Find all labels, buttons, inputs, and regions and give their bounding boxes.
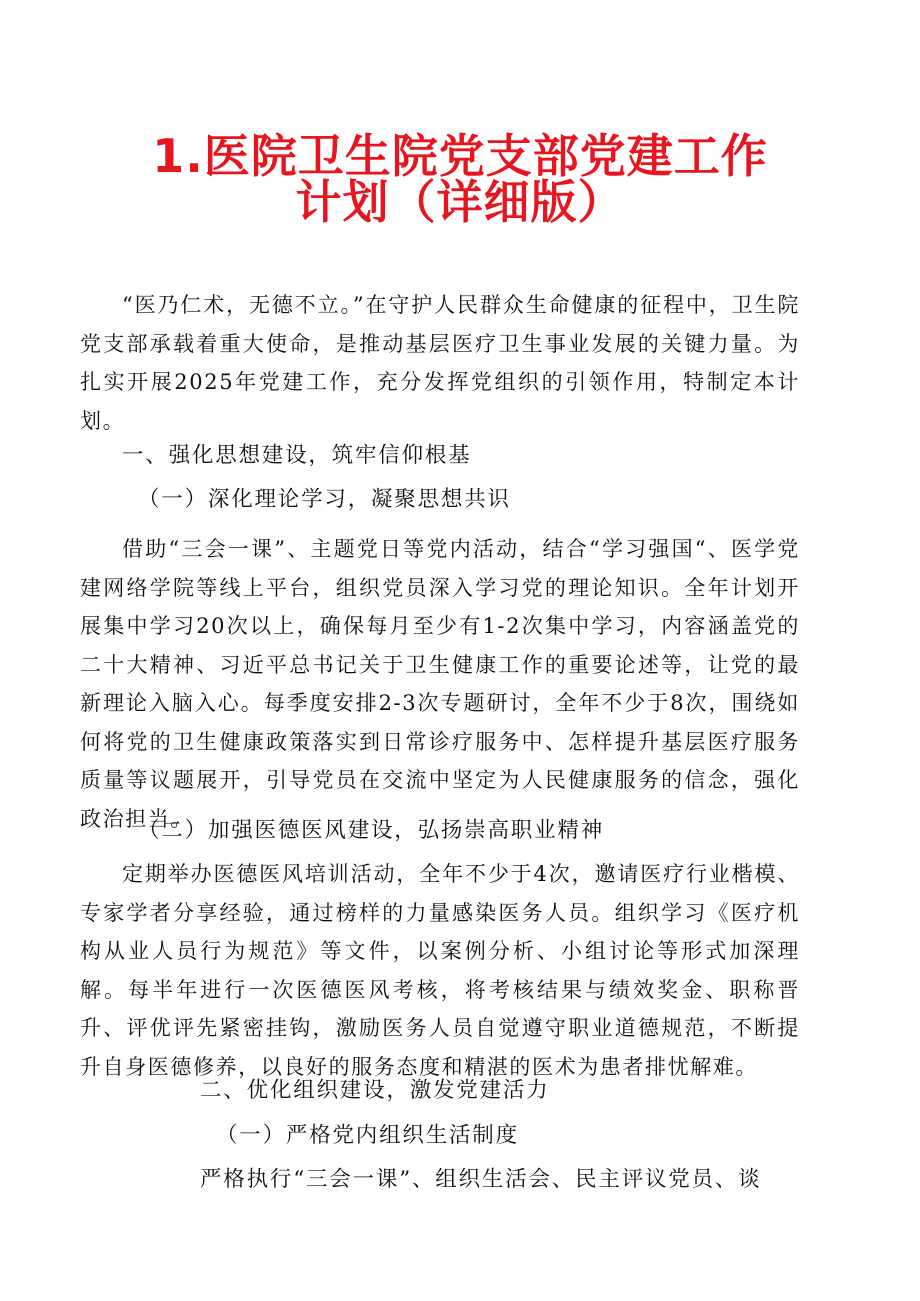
section-1-heading: 一、强化思想建设，筑牢信仰根基 bbox=[122, 443, 472, 468]
document-title-line-1: 1.医院卫生院党支部党建工作 bbox=[152, 129, 768, 183]
section-1-sub-2-heading: （二）加强医德医风建设，弘扬崇高职业精神 bbox=[138, 818, 605, 843]
section-2-heading: 二、优化组织建设，激发党建活力 bbox=[200, 1078, 550, 1103]
section-1-sub-2-body: 定期举办医德医风培训活动，全年不少于4次，邀请医疗行业楷模、专家学者分享经验，通过榜样的力量感染医务人员。组织学习《医疗机构从业人员行为规范》等文件，以案例分析、小组讨论等形式加深理解。每半年进行一次医德医风考核，将考核结果与绩效奖金、职称晋升、评优评先紧密挂钩，激励医务人员自觉遵守职业道德规范，不断提升自身医德修养，以良好的服务态度和精湛的医术为患者排忧解难。 bbox=[80, 862, 800, 1079]
section-1-sub-1-heading: （一）深化理论学习，凝聚思想共识 bbox=[138, 487, 511, 512]
section-2-sub-1-heading: （一）严格党内组织生活制度 bbox=[216, 1123, 519, 1148]
section-2-sub-1-body: 严格执行“三会一课”、组织生活会、民主评议党员、谈 bbox=[200, 1167, 762, 1192]
document-title-line-2: 计划（详细版） bbox=[295, 175, 625, 229]
section-1-sub-1-body: 借助“三会一课”、主题党日等党内活动，结合“学习强国“、医学党建网络学院等线上平台，组织党员深入学习党的理论知识。全年计划开展集中学习20次以上，确保每月至少有1-2次集中学习，内容涵盖党的二十大精神、习近平总书记关于卫生健康工作的重要论述等，让党的最新理论入脑入心。每季度安排2-3次专题研讨，全年不少于8次，围绕如何将党的卫生健康政策落实到日常诊疗服务中、怎样提升基层医疗服务质量等议题展开，引导党员在交流中坚定为人民健康服务的信念，强化政治担当。 bbox=[80, 537, 800, 831]
intro-paragraph: “医乃仁术，无德不立。”在守护人民群众生命健康的征程中，卫生院党支部承载着重大使命，是推动基层医疗卫生事业发展的关键力量。为扎实开展2025年党建工作，充分发挥党组织的引领作用，特制定本计划。 bbox=[80, 293, 800, 433]
